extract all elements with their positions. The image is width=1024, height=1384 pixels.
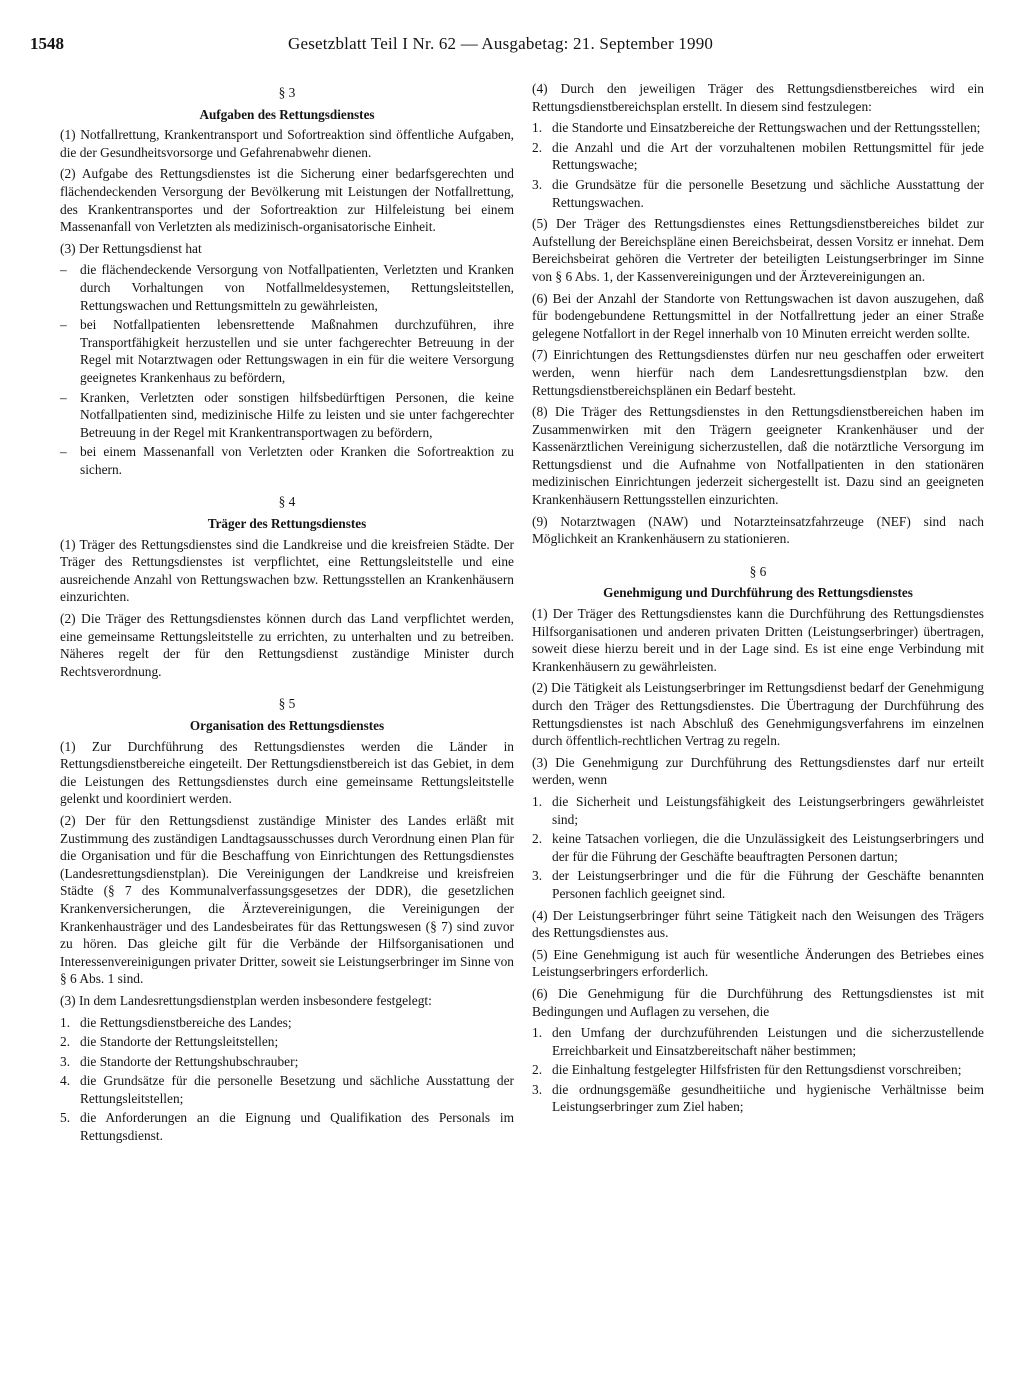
paragraph: (3) In dem Landesrettungsdienstplan werden insbesondere festgelegt: <box>60 992 432 1008</box>
paragraph: (1) Träger des Rettungsdienstes sind die Landkreise und die kreisfreien Städte. Der Träger des Rettungsdienstes ist verpflichtet, eine Rettungsleitstelle und eine ausreichende Anzahl von Rettungswachen bzw. Rettungsstellen an Krankenhäusern einzurichten. <box>60 536 514 605</box>
paragraph: (6) Die Genehmigung für die Durchführung des Rettungsdienstes ist mit Bedingungen und Auflagen zu versehen, die <box>532 985 984 1019</box>
numbered-list <box>532 1024 984 1116</box>
paragraph: (2) Der für den Rettungsdienst zuständige Minister des Landes erläßt mit Zustimmung des zuständigen Landtagsausschusses durch Verordnung einen Plan für die Organisation und für die Beschaffung von Einrichtungen des Rettungsdienstes (Landesrettungsdienstplan). Die Vereinigungen der Landkreise und kreisfreien Städte (§ 7 des Kommunalverfassungsgesetzes der DDR), die gesetzlichen Krankenversicherungen, die Ärztevereinigungen, die Vereinigungen der Krankenhausträger und des Landesbeirates für das Rettungswesen (§ 7) sind zuvor zu hören. Das gleiche gilt für die Verbände der Hilfsorganisationen und Interessenvereinigungen privater Dritter, soweit sie Leistungserbringer im Sinne von § 6 Abs. 1 sind. <box>60 812 514 987</box>
section-number: § 4 <box>278 494 296 510</box>
item-number: 5. <box>60 1110 71 1126</box>
item-number: 3. <box>532 868 543 884</box>
item-text: die Standorte und Einsatzbereiche der Rettungswachen und der Rettungsstellen; <box>552 120 981 136</box>
item-number: 1. <box>532 793 543 809</box>
section-number: § 6 <box>749 563 767 579</box>
paragraph: (9) Notarztwagen (NAW) und Notarzteinsatzfahrzeuge (NEF) sind nach Möglichkeit an Krankenhäusern zu stationieren. <box>532 513 984 547</box>
item-text: keine Tatsachen vorliegen, die die Unzulässigkeit des Leistungserbringers und der für die Führung der Geschäfte beauftragten Personen dartun; <box>552 831 984 864</box>
item-text: die Grundsätze für die personelle Besetzung und sächliche Ausstattung der Rettungsleitstellen; <box>80 1073 514 1106</box>
paragraph: (1) Zur Durchführung des Rettungsdienstes werden die Länder in Rettungsdienstbereiche eingeteilt. Der Rettungsdienstbereich ist das Gebiet, in dem die Leistungen des Rettungsdienstes durch eine gemeinsame Rettungsleitstelle gelenkt und koordiniert werden. <box>60 738 514 807</box>
section-title: Organisation des Rettungsdienstes <box>189 718 385 733</box>
item-number: 1. <box>532 120 543 136</box>
item-number: 3. <box>532 176 543 192</box>
paragraph: (6) Bei der Anzahl der Standorte von Rettungswachen ist davon auszugehen, daß für bodengebundene Rettungsmittel in der Notfallrettung jeder an einer Straße gelegene Notfallort in der Regel innerhalb von 10 Minuten erreicht werden sollte. <box>532 290 984 341</box>
item-text: die Standorte der Rettungshubschrauber; <box>80 1053 299 1069</box>
item-number: 2. <box>532 831 543 847</box>
page-number: 1548 <box>30 34 64 53</box>
item-text: die Rettungsdienstbereiche des Landes; <box>80 1014 292 1030</box>
paragraph: (2) Aufgabe des Rettungsdienstes ist die Sicherung einer bedarfsgerechten und flächendeckenden Versorgung der Bevölkerung mit Leistungen der Notfallrettung, des Krankentransportes und der Sofortreaktion zur Hilfeleistung bei einem Massenanfall von Verletzten als medizinisch-organisatorische Einheit. <box>60 166 514 235</box>
paragraph: (4) Der Leistungserbringer führt seine Tätigkeit nach den Weisungen des Trägers des Rettungsdienstes aus. <box>532 907 984 941</box>
item-number: 2. <box>532 139 543 155</box>
item-text: die Sicherheit und Leistungsfähigkeit des Leistungserbringers gewährleistet sind; <box>552 793 984 827</box>
gazette-title: Gesetzblatt Teil I Nr. 62 — Ausgabetag: 21. September 1990 <box>288 34 714 53</box>
section-title: Genehmigung und Durchführung des Rettungsdienstes <box>603 585 913 601</box>
paragraph: (3) Der Rettungsdienst hat <box>60 240 202 256</box>
item-text: den Umfang der durchzuführenden Leistungen und die sicherzustellende Erreichbarkeit und Einsatzbereitschaft näher bestimmen; <box>552 1025 984 1058</box>
list-item <box>60 1072 514 1107</box>
section-number: § 3 <box>278 85 296 100</box>
list-item <box>532 867 984 902</box>
item-number: 1. <box>532 1025 543 1041</box>
item-text: die ordnungsgemäße gesundheitiiche und hygienische Verhältnisse beim Leistungserbringer zum Ziel haben; <box>552 1081 984 1115</box>
item-text: die Standorte der Rettungsleitstellen; <box>80 1034 279 1050</box>
paragraph: (5) Der Träger des Rettungsdienstes eines Rettungsdienstbereiches bildet zur Aufstellung der Bereichspläne einen Bereichsbeirat, dessen Vorsitz er innehat. Dem Bereichsbeirat gehören die Vertreter der beteiligten Leistungserbringer im Sinne von § 6 Abs. 1, der Kassenvereinigungen und der Ärztevereinigungen an. <box>532 216 984 284</box>
dash-list <box>60 261 514 478</box>
item-number: 2. <box>60 1034 71 1050</box>
list-item <box>532 119 984 137</box>
paragraph: (4) Durch den jeweiligen Träger des Rettungsdienstbereiches wird ein Rettungsdienstbereichsplan erstellt. In diesem sind festzulegen: <box>532 81 984 114</box>
item-number: 4. <box>60 1073 71 1089</box>
list-item: – bei Notfallpatienten lebensrettende Maßnahmen durchzuführen, ihre Transportfähigkeit herzustellen und sie unter fachgerechter Betreuung in der Regel mit Notarztwagen oder Rettungswagen in ein für die weitere Versorgung geeignetes Krankenhaus zu befördern, <box>60 316 514 386</box>
paragraph: (3) Die Genehmigung zur Durchführung des Rettungsdienstes darf nur erteilt werden, wenn <box>532 754 984 788</box>
paragraph: (2) Die Träger des Rettungsdienstes können durch das Land verpflichtet werden, eine gemeinsame Rettungsleitstelle zu errichten, zu unterhalten und zu betreiben. Näheres regelt der für den Rettungsdienst zuständige Minister durch Rechtsverordnung. <box>60 611 514 679</box>
list-item <box>532 830 984 865</box>
item-text: die Anzahl und die Art der vorzuhaltenen mobilen Rettungsmittel für jede Rettungswache; <box>552 139 984 173</box>
paragraph: (2) Die Tätigkeit als Leistungserbringer im Rettungsdienst bedarf der Genehmigung durch den Träger des Rettungsdienstes. Die Übertragung der Durchführung des Rettungsdienstes ist nach Abschluß des Genehmigungsverfahrens im einzelnen durch öffentlich-rechtlichen Vertrag zu regeln. <box>532 680 984 749</box>
item-text: die Grundsätze für die personelle Besetzung und sächliche Ausstattung der Rettungswachen. <box>552 176 984 210</box>
item-text: die Anforderungen an die Eignung und Qualifikation des Personals im Rettungsdienst. <box>80 1110 514 1144</box>
list-item <box>60 1109 514 1144</box>
paragraph: (8) Die Träger des Rettungsdienstes in den Rettungsdienstbereichen haben im Zusammenwirken mit den Trägern geeigneter Krankenhäuser und der Kassenärztlichen Vereinigung sicherzustellen, daß die notärztliche Versorgung im Rettungsdienst und die Aufnahme von Notfallpatienten in den stationären medizinischen Einrichtungen jederzeit sichergestellt ist. Dazu sind an geeigneten Krankenhäusern Rettungsstellen einzurichten. <box>532 404 984 508</box>
numbered-list <box>532 793 984 903</box>
list-item: – Kranken, Verletzten oder sonstigen hilfsbedürftigen Personen, die keine Notfallpatienten sind, medizinische Hilfe zu leisten und sie unter fachgerechter Betreuung in der Regel mit Krankentransportwagen zu befördern, <box>60 389 514 442</box>
list-item: – bei einem Massenanfall von Verletzten oder Kranken die Sofortreaktion zu sichern. <box>60 443 514 478</box>
list-item <box>532 1081 984 1116</box>
paragraph: (7) Einrichtungen des Rettungsdienstes dürfen nur neu geschaffen oder erweitert werden, wenn hierfür nach dem Landesrettungsdienstplan bzw. den Rettungsdienstbereichsplänen ein Bedarf besteht. <box>532 347 984 398</box>
numbered-list <box>532 119 984 211</box>
paragraph: (5) Eine Genehmigung ist auch für wesentliche Änderungen des Betriebes eines Leistungserbringers erforderlich. <box>532 946 984 980</box>
list-item <box>532 793 984 828</box>
section-title: Träger des Rettungsdienstes <box>207 516 367 532</box>
left-column <box>60 84 514 1149</box>
list-item <box>60 1033 514 1051</box>
item-text: die Einhaltung festgelegter Hilfsfristen für den Rettungsdienst vorschreiben; <box>552 1062 962 1078</box>
right-column <box>532 80 984 1120</box>
list-item <box>532 1061 984 1079</box>
list-item <box>532 176 984 211</box>
section-title: Aufgaben des Rettungsdienstes <box>199 106 375 122</box>
item-number: 3. <box>532 1081 543 1097</box>
paragraph: (1) Notfallrettung, Krankentransport und Sofortreaktion sind öffentliche Aufgaben, die der Gesundheitsvorsorge und Gefahrenabwehr dienen. <box>60 127 514 160</box>
item-number: 2. <box>532 1062 543 1078</box>
item-number: 1. <box>60 1014 71 1030</box>
list-item: – die flächendeckende Versorgung von Notfallpatienten, Verletzten und Kranken durch Vorhaltungen von Notfallmeldesystemen, Rettungsleitstellen, Rettungswachen und Rettungsmitteln zu gewährleisten, <box>60 261 514 314</box>
section-number: § 5 <box>278 696 296 712</box>
list-item <box>60 1014 514 1032</box>
list-item <box>532 139 984 174</box>
list-item <box>60 1053 514 1071</box>
paragraph: (1) Der Träger des Rettungsdienstes kann die Durchführung des Rettungsdienstes Hilfsorganisationen und anderen privaten Dritten (Leistungserbringer) übertragen, soweit diese hierzu bereit und in der Lage sind. Es ist eine enge Verbindung mit Krankenhäusern zu gewährleisten. <box>532 606 984 674</box>
numbered-list <box>60 1014 514 1145</box>
item-text: der Leistungserbringer und die für die Führung der Geschäfte benannten Personen fachlich geeignet sind. <box>552 868 984 901</box>
list-item <box>532 1024 984 1059</box>
item-number: 3. <box>60 1053 71 1069</box>
page-header <box>30 34 994 64</box>
